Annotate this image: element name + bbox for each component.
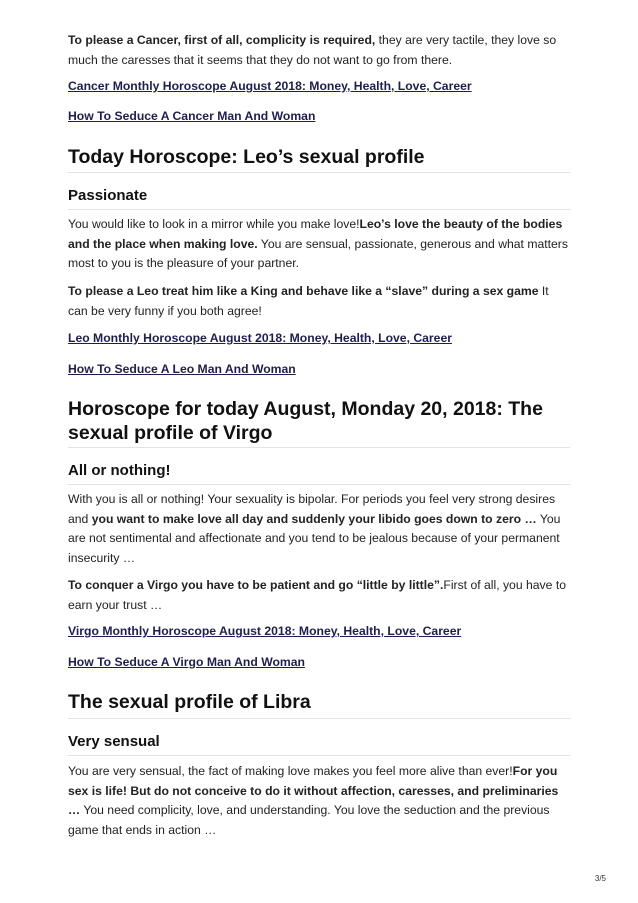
leo-seduce-link[interactable]: How To Seduce A Leo Man And Woman [68,362,296,376]
virgo-heading [68,397,543,445]
virgo-monthly-link[interactable]: Virgo Monthly Horoscope August 2018: Money, Health, Love, Career [68,624,462,638]
leo-heading: Today Horoscope: Leo’s sexual profile [68,146,425,168]
leo-subheading-rule [68,209,570,210]
leo-p1-a: You would like to look in a mirror while you make love! [68,217,360,231]
leo-p1-c: You are sensual, passionate, generous and what matters most to you is the pleasure of your partner. [68,236,568,271]
libra-p1-b: For you sex is life! But do not conceive to do it without affection, caresses, and preliminaries … [68,764,559,818]
virgo-paragraph-2 [68,576,570,615]
leo-paragraph-1 [68,215,570,274]
virgo-heading-line2: sexual profile of Virgo [68,422,273,444]
libra-p1-a: You are very sensual, the fact of making love makes you feel more alive than ever! [68,764,513,778]
virgo-paragraph-1 [68,490,570,568]
page-number: 3/5 [594,874,606,883]
virgo-p1-a: With you is all or nothing! Your sexuality is bipolar. For periods you feel very strong desires and [68,492,556,526]
libra-heading-rule [68,718,570,719]
leo-subheading: Passionate [68,187,148,204]
leo-monthly-link[interactable]: Leo Monthly Horoscope August 2018: Money, Health, Love, Career [68,331,452,345]
libra-paragraph-1 [68,762,570,840]
virgo-heading-line1: Horoscope for today August, Monday 20, 2018: The [68,398,543,420]
cancer-paragraph-bold: To please a Cancer, first of all, complicity is required, [68,33,376,47]
leo-p2-bold: To please a Leo treat him like a King and behave like a “slave” during a sex game [68,284,539,298]
virgo-subheading-rule [68,484,570,485]
leo-paragraph-2 [68,282,570,321]
libra-subheading-rule [68,755,570,756]
virgo-heading-rule [68,447,570,448]
leo-p2-rest: It can be very funny if you both agree! [68,284,549,318]
cancer-seduce-link[interactable]: How To Seduce A Cancer Man And Woman [68,109,316,123]
libra-subheading: Very sensual [68,733,160,750]
cancer-paragraph-rest: they are very tactile, they love so much the caresses that it seems that they do not want to go from there. [68,33,557,67]
leo-p1-b: Leo’s love the beauty of the bodies and the place when making love. [68,217,563,251]
virgo-seduce-link[interactable]: How To Seduce A Virgo Man And Woman [68,655,305,669]
virgo-subheading: All or nothing! [68,462,171,479]
virgo-p2-bold: To conquer a Virgo you have to be patient and go “little by little”. [68,578,444,592]
virgo-p1-b: you want to make love all day and suddenly your libido goes down to zero … [91,511,537,526]
leo-heading-rule [68,172,570,173]
virgo-p1-c: You are not sentimental and affectionate and you tend to be jealous because of your permanent insecurity … [68,511,561,565]
cancer-paragraph [68,31,570,70]
virgo-p2-rest: First of all, you have to earn your trust … [68,578,566,612]
cancer-monthly-link[interactable]: Cancer Monthly Horoscope August 2018: Money, Health, Love, Career [68,79,472,93]
libra-p1-c: You need complicity, love, and understanding. You love the seduction and the previous game that ends in action … [68,803,550,837]
libra-heading: The sexual profile of Libra [68,691,311,713]
